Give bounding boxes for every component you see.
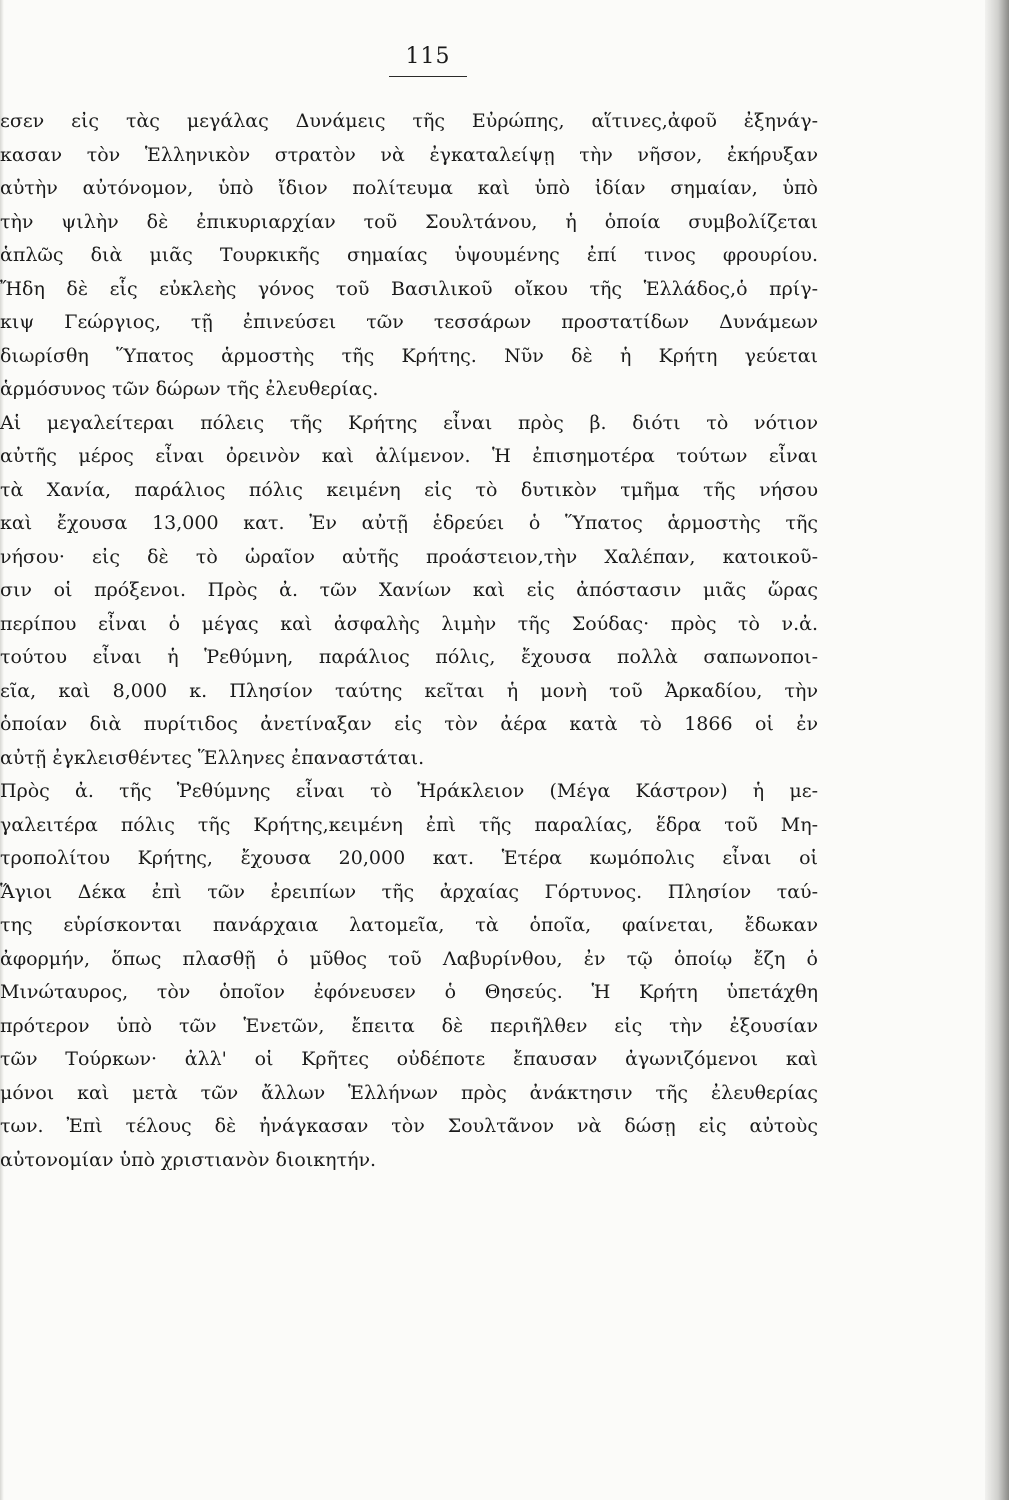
text-line: αὐτῇ ἐγκλεισθέντες Ἕλληνες ἐπαναστάται. — [0, 746, 425, 769]
text-line: τὴν ψιλὴν δὲ ἐπικυριαρχίαν τοῦ Σουλτάνου, ἡ ὁποία συμβολίζεται — [0, 210, 818, 233]
page-number: 115 — [405, 44, 451, 69]
text-line: περίπου εἶναι ὁ μέγας καὶ ἀσφαλὴς λιμὴν τῆς Σούδας· πρὸς τὸ ν.ἀ. — [0, 612, 818, 635]
text-line: καὶ ἔχουσα 13,000 κατ. Ἐν αὐτῇ ἑδρεύει ὁ Ὕπατος ἁρμοστὴς τῆς — [0, 512, 818, 534]
text-line: κιψ Γεώργιος, τῇ ἐπινεύσει τῶν τεσσάρων προστατίδων Δυνάμεων — [0, 311, 818, 333]
text-line: Ἤδη δὲ εἷς εὐκλεὴς γόνος τοῦ Βασιλικοῦ οἴκου τῆς Ἑλλάδος,ὁ πρίγ- — [0, 277, 818, 300]
text-line: Αἱ μεγαλείτεραι πόλεις τῆς Κρήτης εἶναι πρὸς β. διότι τὸ νότιον — [0, 411, 818, 434]
text-line: εῖα, καὶ 8,000 κ. Πλησίον ταύτης κεῖται ἡ μονὴ τοῦ Ἀρκαδίου, τὴν — [0, 679, 818, 702]
text-line: γαλειτέρα πόλις τῆς Κρήτης,κειμένη ἐπὶ τῆς παραλίας, ἕδρα τοῦ Μη- — [0, 813, 818, 836]
page-number-rule — [389, 76, 467, 77]
text-line: ἀφορμήν, ὅπως πλασθῇ ὁ μῦθος τοῦ Λαβυρίνθου, ἐν τῷ ὁποίῳ ἔζη ὁ — [0, 947, 818, 970]
text-line: σιν οἱ πρόξενοι. Πρὸς ἀ. τῶν Χανίων καὶ εἰς ἀπόστασιν μιᾶς ὥρας — [0, 579, 818, 601]
text-line: εσεν εἰς τὰς μεγάλας Δυνάμεις τῆς Εὐρώπης, αἵτινες,ἀφοῦ ἐξηνάγ- — [0, 110, 818, 132]
text-line: της εὑρίσκονται πανάρχαια λατομεῖα, τὰ ὁποῖα, φαίνεται, ἔδωκαν — [0, 914, 818, 936]
text-line: Μινώταυρος, τὸν ὁποῖον ἐφόνευσεν ὁ Θησεύς. Ἡ Κρήτη ὑπετάχθη — [0, 981, 818, 1003]
page-gutter-shadow — [985, 0, 1009, 1500]
text-line: Ἅγιοι Δέκα ἐπὶ τῶν ἐρειπίων τῆς ἀρχαίας Γόρτυνος. Πλησίον ταύ- — [0, 880, 818, 903]
text-line: νήσου· εἰς δὲ τὸ ὡραῖον αὐτῆς προάστειον,τὴν Χαλέπαν, κατοικοῦ- — [0, 545, 818, 568]
text-line: διωρίσθη Ὕπατος ἁρμοστὴς τῆς Κρήτης. Νῦν δὲ ἡ Κρήτη γεύεται — [0, 344, 818, 367]
text-line: των. Ἐπὶ τέλους δὲ ἠνάγκασαν τὸν Σουλτᾶνον νὰ δώσῃ εἰς αὐτοὺς — [0, 1115, 818, 1137]
text-line: αὐτονομίαν ὑπὸ χριστιανὸν διοικητήν. — [0, 1148, 377, 1171]
text-line: τὰ Χανία, παράλιος πόλις κειμένη εἰς τὸ δυτικὸν τμῆμα τῆς νήσου — [0, 478, 818, 501]
text-line: τροπολίτου Κρήτης, ἔχουσα 20,000 κατ. Ἑτέρα κωμόπολις εἶναι οἱ — [0, 847, 818, 869]
text-line: αὐτῆς μέρος εἶναι ὀρεινὸν καὶ ἀλίμενον. Ἡ ἐπισημοτέρα τούτων εἶναι — [0, 445, 818, 467]
text-line: αὐτὴν αὐτόνομον, ὑπὸ ἴδιον πολίτευμα καὶ ὑπὸ ἰδίαν σημαίαν, ὑπὸ — [0, 177, 818, 199]
text-line: ἁπλῶς διὰ μιᾶς Τουρκικῆς σημαίας ὑψουμένης ἐπί τινος φρουρίου. — [0, 244, 818, 266]
text-line: ἁρμόσυνος τῶν δώρων τῆς ἐλευθερίας. — [0, 378, 379, 400]
body-text — [0, 105, 818, 1177]
text-line: πρότερον ὑπὸ τῶν Ἑνετῶν, ἔπειτα δὲ περιῆλθεν εἰς τὴν ἐξουσίαν — [0, 1014, 818, 1037]
text-line: Πρὸς ἀ. τῆς Ῥεθύμνης εἶναι τὸ Ἡράκλειον (Μέγα Κάστρον) ἡ με- — [0, 780, 818, 802]
text-line: κασαν τὸν Ἑλληνικὸν στρατὸν νὰ ἐγκαταλείψῃ τὴν νῆσον, ἐκήρυξαν — [0, 143, 818, 166]
text-line: μόνοι καὶ μετὰ τῶν ἄλλων Ἑλλήνων πρὸς ἀνάκτησιν τῆς ἐλευθερίας — [0, 1081, 818, 1104]
text-line: ὁποίαν διὰ πυρίτιδος ἀνετίναξαν εἰς τὸν ἀέρα κατὰ τὸ 1866 οἱ ἐν — [0, 713, 818, 735]
text-line: τῶν Τούρκων· ἀλλ' οἱ Κρῆτες οὐδέποτε ἔπαυσαν ἀγωνιζόμενοι καὶ — [0, 1048, 818, 1070]
text-line: τούτου εἶναι ἡ Ῥεθύμνη, παράλιος πόλις, ἔχουσα πολλὰ σαπωνοποι- — [0, 646, 818, 668]
